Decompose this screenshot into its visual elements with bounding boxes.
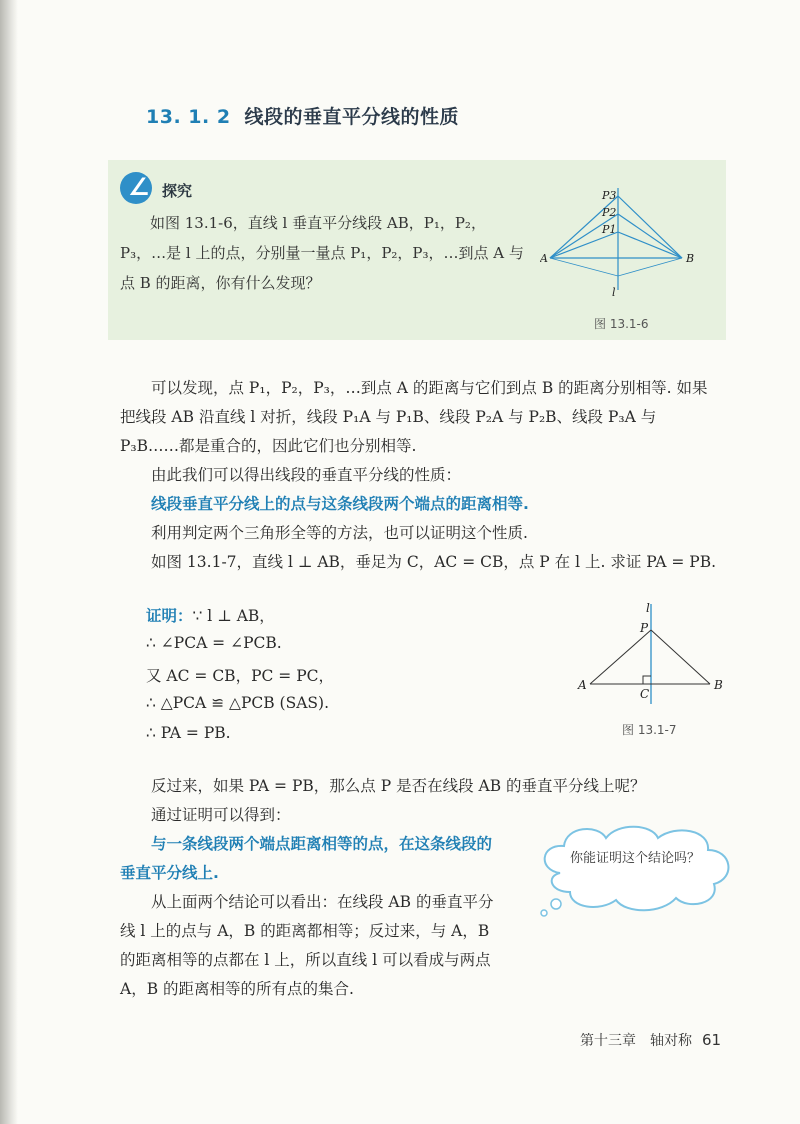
figure-13-1-6	[540, 180, 710, 310]
converse-paragraph-1: 反过来，如果 PA = PB，那么点 P 是否在线段 AB 的垂直平分线上呢？	[151, 777, 646, 795]
proof-line-1	[146, 604, 275, 626]
proof-label: 证明：	[146, 607, 193, 625]
cloud-text: 你能证明这个结论吗？	[570, 851, 701, 866]
page-gutter-shadow	[0, 0, 18, 1124]
proof-line-5: ∴ PA = PB.	[146, 724, 231, 742]
body-paragraph-2: 由此我们可以得出线段的垂直平分线的性质：	[151, 466, 462, 484]
label-l: l	[612, 286, 616, 299]
proof-line-4: ∴ △PCA ≌ △PCB (SAS).	[146, 694, 330, 712]
body-paragraph-1: 可以发现，点 P₁，P₂，P₃，…到点 A 的距离与它们到点 B 的距离分别相等. 如果把线段 AB 沿直线 l 对折，线段 P₁A 与 P₁B、线段 P₂A 与 P₂B、线段 P₃A 与 P₃B……都是重合的，因此它们也分别相等.	[120, 379, 708, 455]
proof-line-3: 又 AC = CB，PC = PC，	[146, 667, 334, 685]
right-angle-mark	[643, 676, 651, 684]
label-l: l	[646, 601, 650, 615]
label-c: C	[640, 687, 650, 701]
section-title: 线段的垂直平分线的性质	[244, 106, 460, 128]
segment-lower-b	[618, 258, 682, 276]
proof-line-2: ∴ ∠PCA = ∠PCB.	[146, 634, 282, 652]
explore-glyph-icon: ∠	[128, 173, 150, 201]
body-paragraph-4: 如图 13.1-7，直线 l ⊥ AB，垂足为 C，AC = CB，点 P 在 l 上. 求证 PA = PB.	[151, 553, 717, 571]
label-b: B	[714, 678, 723, 692]
label-a: A	[540, 252, 548, 265]
label-p3: P3	[602, 189, 617, 202]
section-heading	[146, 102, 459, 129]
segment-lower-a	[550, 258, 618, 276]
body-paragraph-3: 利用判定两个三角形全等的方法，也可以证明这个性质.	[151, 524, 528, 542]
label-p2: P2	[602, 206, 617, 219]
explore-label: 探究	[162, 182, 193, 200]
label-a: A	[578, 678, 587, 692]
segment-p3b	[618, 196, 682, 258]
converse-paragraph-2: 通过证明可以得到：	[151, 806, 291, 824]
figure-2-caption: 图 13.1-7	[622, 723, 677, 737]
segment-pb	[651, 630, 710, 684]
label-p: P	[640, 621, 649, 635]
figure-1-caption: 图 13.1-6	[594, 317, 649, 331]
figure-13-1-7	[570, 600, 730, 705]
page-number: 61	[702, 1031, 722, 1049]
converse-property: 与一条线段两个端点距离相等的点，在这条线段的垂直平分线上.	[120, 835, 493, 882]
property-statement: 线段垂直平分线上的点与这条线段两个端点的距离相等.	[151, 495, 529, 513]
label-b: B	[686, 252, 695, 265]
converse-paragraph-3: 从上面两个结论可以看出：在线段 AB 的垂直平分线 l 上的点与 A，B 的距离都相等；反过来，与 A，B 的距离相等的点都在 l 上，所以直线 l 可以看成与两点 A，B 的距离相等的所有点的集合.	[120, 893, 494, 998]
section-number: 13. 1. 2	[146, 106, 231, 128]
page-footer	[580, 1030, 721, 1050]
explore-text: 如图 13.1-6，直线 l 垂直平分线段 AB，P₁，P₂，P₃，…是 l 上的点，分别量一量点 P₁，P₂，P₃，…到点 A 与点 B 的距离，你有什么发现？	[120, 214, 524, 292]
proof-line-1-text: ∵ l ⊥ AB，	[192, 607, 275, 625]
footer-chapter: 第十三章 轴对称	[580, 1033, 692, 1049]
segment-pa	[590, 630, 651, 684]
label-p1: P1	[602, 223, 617, 236]
